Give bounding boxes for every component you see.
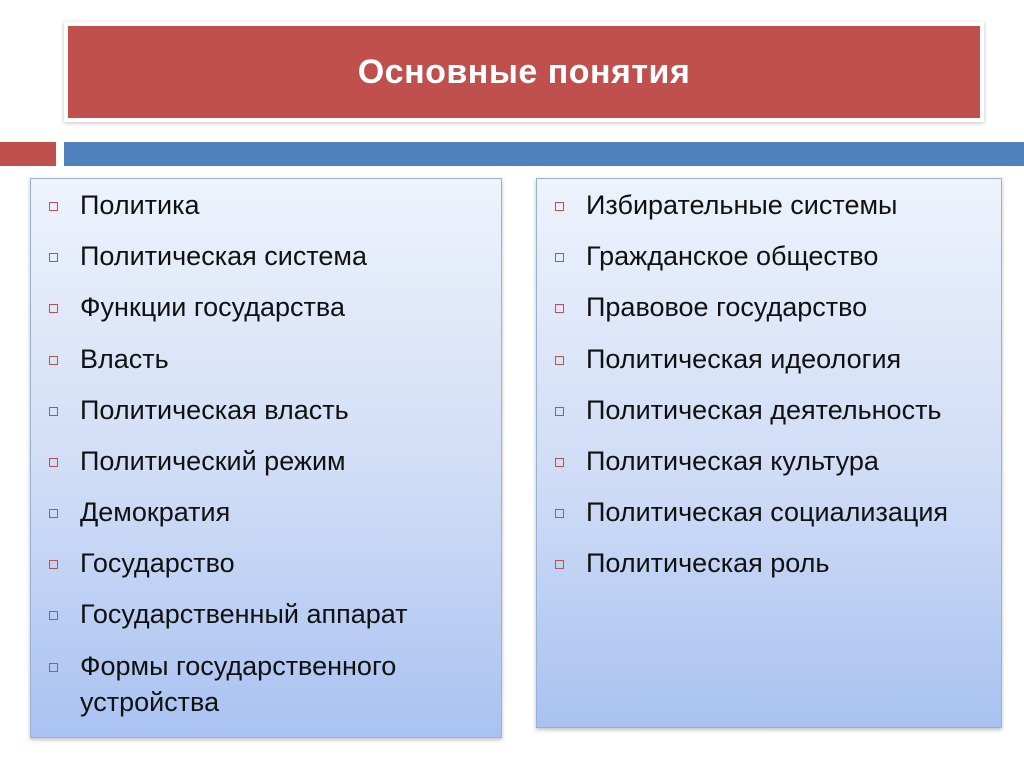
title-bar xyxy=(68,26,980,118)
list-item xyxy=(549,545,991,581)
title-frame xyxy=(64,22,984,122)
list-item-text: Политика xyxy=(80,190,200,220)
list-item xyxy=(43,494,491,530)
list-item-text: Политическая социализация xyxy=(586,497,949,528)
list-item xyxy=(43,596,491,632)
list-item-text: Политическая идеология xyxy=(586,343,902,374)
hollow-square-bullet-icon xyxy=(49,509,58,518)
list-item xyxy=(43,392,491,428)
hollow-square-bullet-icon xyxy=(555,356,564,365)
list-item-text: Политическая власть xyxy=(80,394,349,425)
left-concepts-panel xyxy=(30,178,502,738)
list-item-text: Политическая культура xyxy=(586,445,879,476)
hollow-square-bullet-icon xyxy=(49,407,58,416)
list-item xyxy=(549,289,991,325)
accent-bar-red xyxy=(0,142,56,166)
list-item-text: Политическая роль xyxy=(586,548,830,579)
hollow-square-bullet-icon xyxy=(49,663,58,672)
list-item-text: Политическая система xyxy=(80,241,367,272)
list-item xyxy=(549,341,991,377)
list-item-text: Правовое государство xyxy=(586,292,868,323)
right-concepts-panel xyxy=(536,178,1002,728)
list-item-text: Государственный аппарат xyxy=(80,599,408,630)
hollow-square-bullet-icon xyxy=(555,304,564,313)
list-item-text: Политическая деятельность xyxy=(586,394,942,425)
hollow-square-bullet-icon xyxy=(555,253,564,262)
list-item xyxy=(43,648,491,720)
list-item-text: Власть xyxy=(80,343,169,374)
hollow-square-bullet-icon xyxy=(49,560,58,569)
hollow-square-bullet-icon xyxy=(49,458,58,467)
list-item xyxy=(549,392,991,428)
list-item xyxy=(549,494,991,530)
hollow-square-bullet-icon xyxy=(555,202,564,211)
list-item-text: Гражданское общество xyxy=(586,241,879,272)
list-item-text: Функции государства xyxy=(80,292,345,323)
hollow-square-bullet-icon xyxy=(555,560,564,569)
right-concepts-list xyxy=(549,187,991,581)
list-item xyxy=(549,187,991,223)
hollow-square-bullet-icon xyxy=(555,407,564,416)
hollow-square-bullet-icon xyxy=(49,611,58,620)
list-item-text: Формы государственного устройства xyxy=(80,650,397,717)
list-item xyxy=(43,545,491,581)
list-item xyxy=(549,238,991,274)
list-item xyxy=(549,443,991,479)
hollow-square-bullet-icon xyxy=(49,356,58,365)
slide-title: Основные понятия xyxy=(357,52,691,91)
hollow-square-bullet-icon xyxy=(49,253,58,262)
left-concepts-list xyxy=(43,187,491,720)
list-item xyxy=(43,238,491,274)
list-item xyxy=(43,289,491,325)
list-item-text: Избирательные системы xyxy=(586,190,898,220)
list-item-text: Демократия xyxy=(80,497,231,528)
hollow-square-bullet-icon xyxy=(49,202,58,211)
list-item-text: Политический режим xyxy=(80,445,346,476)
list-item-text: Государство xyxy=(80,548,235,579)
list-item xyxy=(43,341,491,377)
hollow-square-bullet-icon xyxy=(555,458,564,467)
accent-bar-blue xyxy=(64,142,1024,166)
list-item xyxy=(43,443,491,479)
list-item xyxy=(43,187,491,223)
hollow-square-bullet-icon xyxy=(555,509,564,518)
hollow-square-bullet-icon xyxy=(49,304,58,313)
